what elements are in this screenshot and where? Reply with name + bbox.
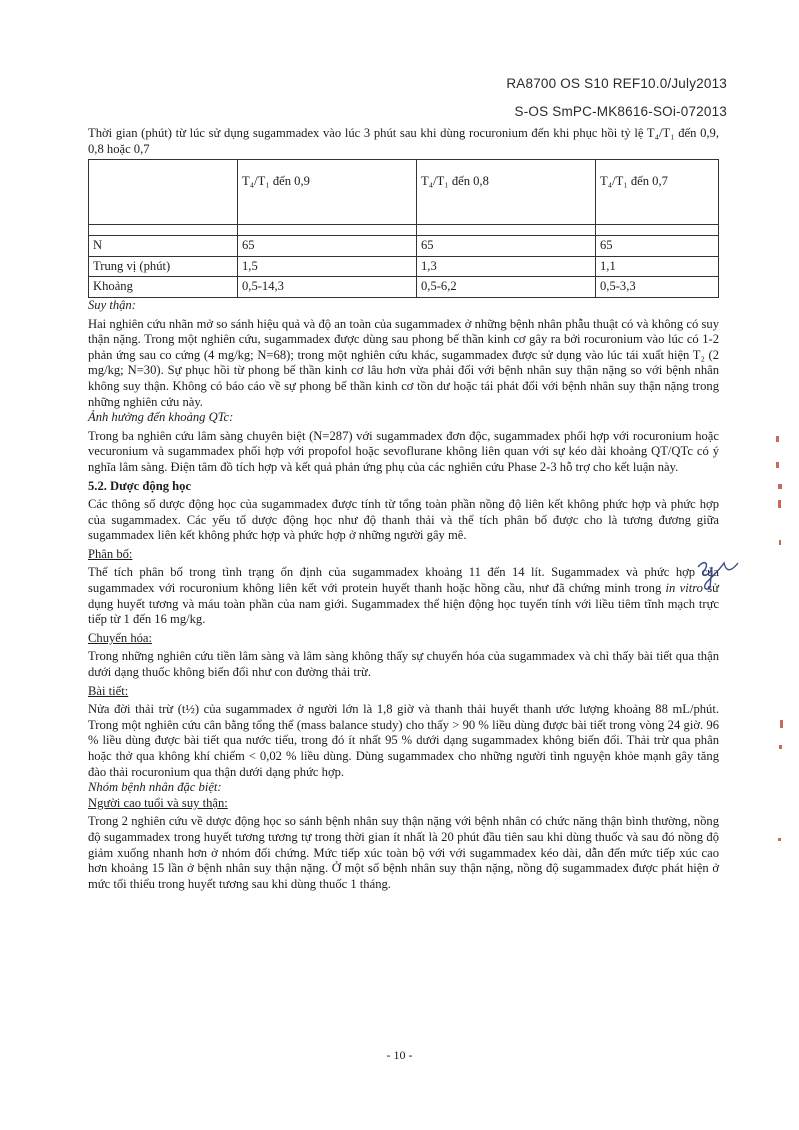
table-cell: 65 <box>238 236 417 257</box>
elderly-paragraph: Trong 2 nghiên cứu về dược động học so sánh bệnh nhân suy thận nặng với bệnh nhân có chức năng thận bình thường, nồng độ sugammadex trong huyết tương tương tự trong thời gian ít nhất là 20 phút đầu tiên sau khi dùng thuốc và sau đó nồng độ giảm xuống nhanh hơn ở nhóm đối chứng. Mức tiếp xúc toàn bộ với với sugammadex kéo dài, dẫn đến mức tiếp xúc cao hơn khoảng 15 lần ở bệnh nhân suy thận nặng. Ở một số bệnh nhân suy thận nặng, nồng độ sugammadex được phát hiện ở mức tối thiểu trong huyết tương sau khi dùng thuốc 1 tháng. <box>88 814 719 891</box>
renal-paragraph: Hai nghiên cứu nhãn mở so sánh hiệu quả và độ an toàn của sugammadex ở những bệnh nhân phẫu thuật có và không có suy thận nặng. Trong một nghiên cứu, sugammadex được dùng sau phong bế thần kinh cơ gây ra bởi rocuronium vào lúc có 1-2 phản ứng sau co cứng (4 mg/kg; N=68); trong một nghiên cứu khác, sugammadex được sử dụng vào lúc tái xuất hiện T₂ (2 mg/kg; N=30). Sự phục hồi từ phong bế thần kinh cơ lâu hơn vừa phải đối với bệnh nhân suy thận nặng so với bệnh nhân không suy thận. Không có báo cáo về sự phong bế thần kinh cơ tồn dư hoặc tái phát đối với bệnh nhân suy thận nặng trong những nghiên cứu này. <box>88 316 719 409</box>
qtc-paragraph: Trong ba nghiên cứu lâm sàng chuyên biệt (N=287) với sugammadex đơn độc, sugammadex phối hợp với rocuronium hoặc vecuronium và sugammadex phối hợp với propofol hoặc sevoflurane không liên quan với sự kéo dài khoảng QT/QTc có ý nghĩa lâm sàng. Điện tâm đồ tích hợp và kết quả phản ứng phụ của các nghiên cứu Phase 2-3 hỗ trợ cho kết luận này. <box>88 428 719 474</box>
edge-mark <box>778 484 782 489</box>
table-spacer-row <box>89 225 719 236</box>
page-number: - 10 - <box>386 1048 413 1062</box>
table-cell: N <box>89 236 238 257</box>
table-cell: 65 <box>596 236 719 257</box>
special-populations-heading: Nhóm bệnh nhân đặc biệt: <box>88 780 222 795</box>
edge-mark <box>780 720 783 728</box>
renal-heading: Suy thận: <box>88 297 136 312</box>
header-reference: RA8700 OS S10 REF10.0/July2013 <box>506 76 727 91</box>
edge-mark <box>779 540 781 545</box>
excretion-heading: Bài tiết: <box>88 683 129 698</box>
page-content <box>88 126 719 892</box>
table-header-cell <box>89 160 238 225</box>
table-row <box>89 277 719 298</box>
signature-mark <box>690 553 750 593</box>
table-cell: 1,3 <box>417 256 596 277</box>
metabolism-heading: Chuyển hóa: <box>88 630 153 645</box>
table-header-cell: T₄/T₁ đến 0,7 <box>596 160 719 225</box>
table-row <box>89 236 719 257</box>
metabolism-paragraph: Trong những nghiên cứu tiền lâm sàng và lâm sàng không thấy sự chuyển hóa của sugammadex và chỉ thấy bài tiết qua thận dưới dạng thuốc không biến đổi như con đường thải trừ. <box>88 649 719 680</box>
table-cell: Khoảng <box>89 277 238 298</box>
table-header-cell: T₄/T₁ đến 0,8 <box>417 160 596 225</box>
table-header-cell: T₄/T₁ đến 0,9 <box>238 160 417 225</box>
qtc-heading: Ảnh hưởng đến khoảng QTc: <box>88 410 234 425</box>
edge-mark <box>776 436 779 442</box>
pk-paragraph: Các thông số dược động học của sugammadex được tính từ tổng toàn phần nồng độ liên kết không phức hợp và phức hợp của sugammadex. Các yếu tố dược động học như độ thanh thải và thể tích phân bố được cho là tương đương giữa sugammadex liên kết không phức hợp và phức hợp ở những người gây mê. <box>88 497 719 543</box>
excretion-paragraph: Nửa đời thải trừ (t½) của sugammadex ở người lớn là 1,8 giờ và thanh thải huyết thanh ước lượng khoảng 88 mL/phút. Trong một nghiên cứu cân bằng tổng thể (mass balance study) cho thấy > 90 % liều dùng được bài tiết trong vòng 24 giờ. 96 % liều dùng được bài tiết qua nước tiểu, trong đó ít nhất 95 % dưới dạng sugammadex không biến đổi. Thải trừ qua phân hoặc thở qua không khí chiếm < 0,02 % liều dùng. Dùng sugammadex cho những người tình nguyện khỏe mạnh gây tăng đào thải rocuronium qua thận dưới dạng phức hợp. <box>88 702 719 779</box>
table-caption: Thời gian (phút) từ lúc sử dụng sugammadex vào lúc 3 phút sau khi dùng rocuronium đến khi phục hồi tỷ lệ T₄/T₁ đến 0,9, 0,8 hoặc 0,7 <box>88 126 719 156</box>
distribution-paragraph <box>88 565 719 627</box>
section-heading: 5.2. Dược động học <box>88 478 192 493</box>
distribution-heading: Phân bố: <box>88 546 133 561</box>
edge-mark <box>778 838 781 841</box>
distribution-text-italic: in vitro <box>665 581 703 596</box>
edge-mark <box>778 500 781 508</box>
distribution-text-a: Thể tích phân bố trong tình trạng ổn định của sugammadex khoảng 11 đến 14 lít. Sugammadex và phức hợp của sugammadex với rocuronium không liên kết với protein huyết thanh hoặc hồng cầu, như đã chứng minh trong <box>88 565 719 596</box>
table-cell: Trung vị (phút) <box>89 256 238 277</box>
table-cell: 0,5-3,3 <box>596 277 719 298</box>
table-cell: 65 <box>417 236 596 257</box>
table-row <box>89 256 719 277</box>
table-cell: 0,5-6,2 <box>417 277 596 298</box>
elderly-heading: Người cao tuổi và suy thận: <box>88 795 228 810</box>
distribution-text-b: sử dụng huyết tương và máu toàn phần của nam giới. Sugammadex thể hiện động học tuyến tính với liều tiêm tĩnh mạch trực tiếp từ 1 đến 16 mg/kg. <box>88 581 719 627</box>
table-cell: 1,5 <box>238 256 417 277</box>
edge-mark <box>776 462 779 468</box>
header-document-code: S-OS SmPC-MK8616-SOi-072013 <box>514 104 727 119</box>
edge-mark <box>779 745 782 749</box>
table-cell: 0,5-14,3 <box>238 277 417 298</box>
recovery-time-table <box>88 159 719 298</box>
table-header-row <box>89 160 719 225</box>
table-cell: 1,1 <box>596 256 719 277</box>
